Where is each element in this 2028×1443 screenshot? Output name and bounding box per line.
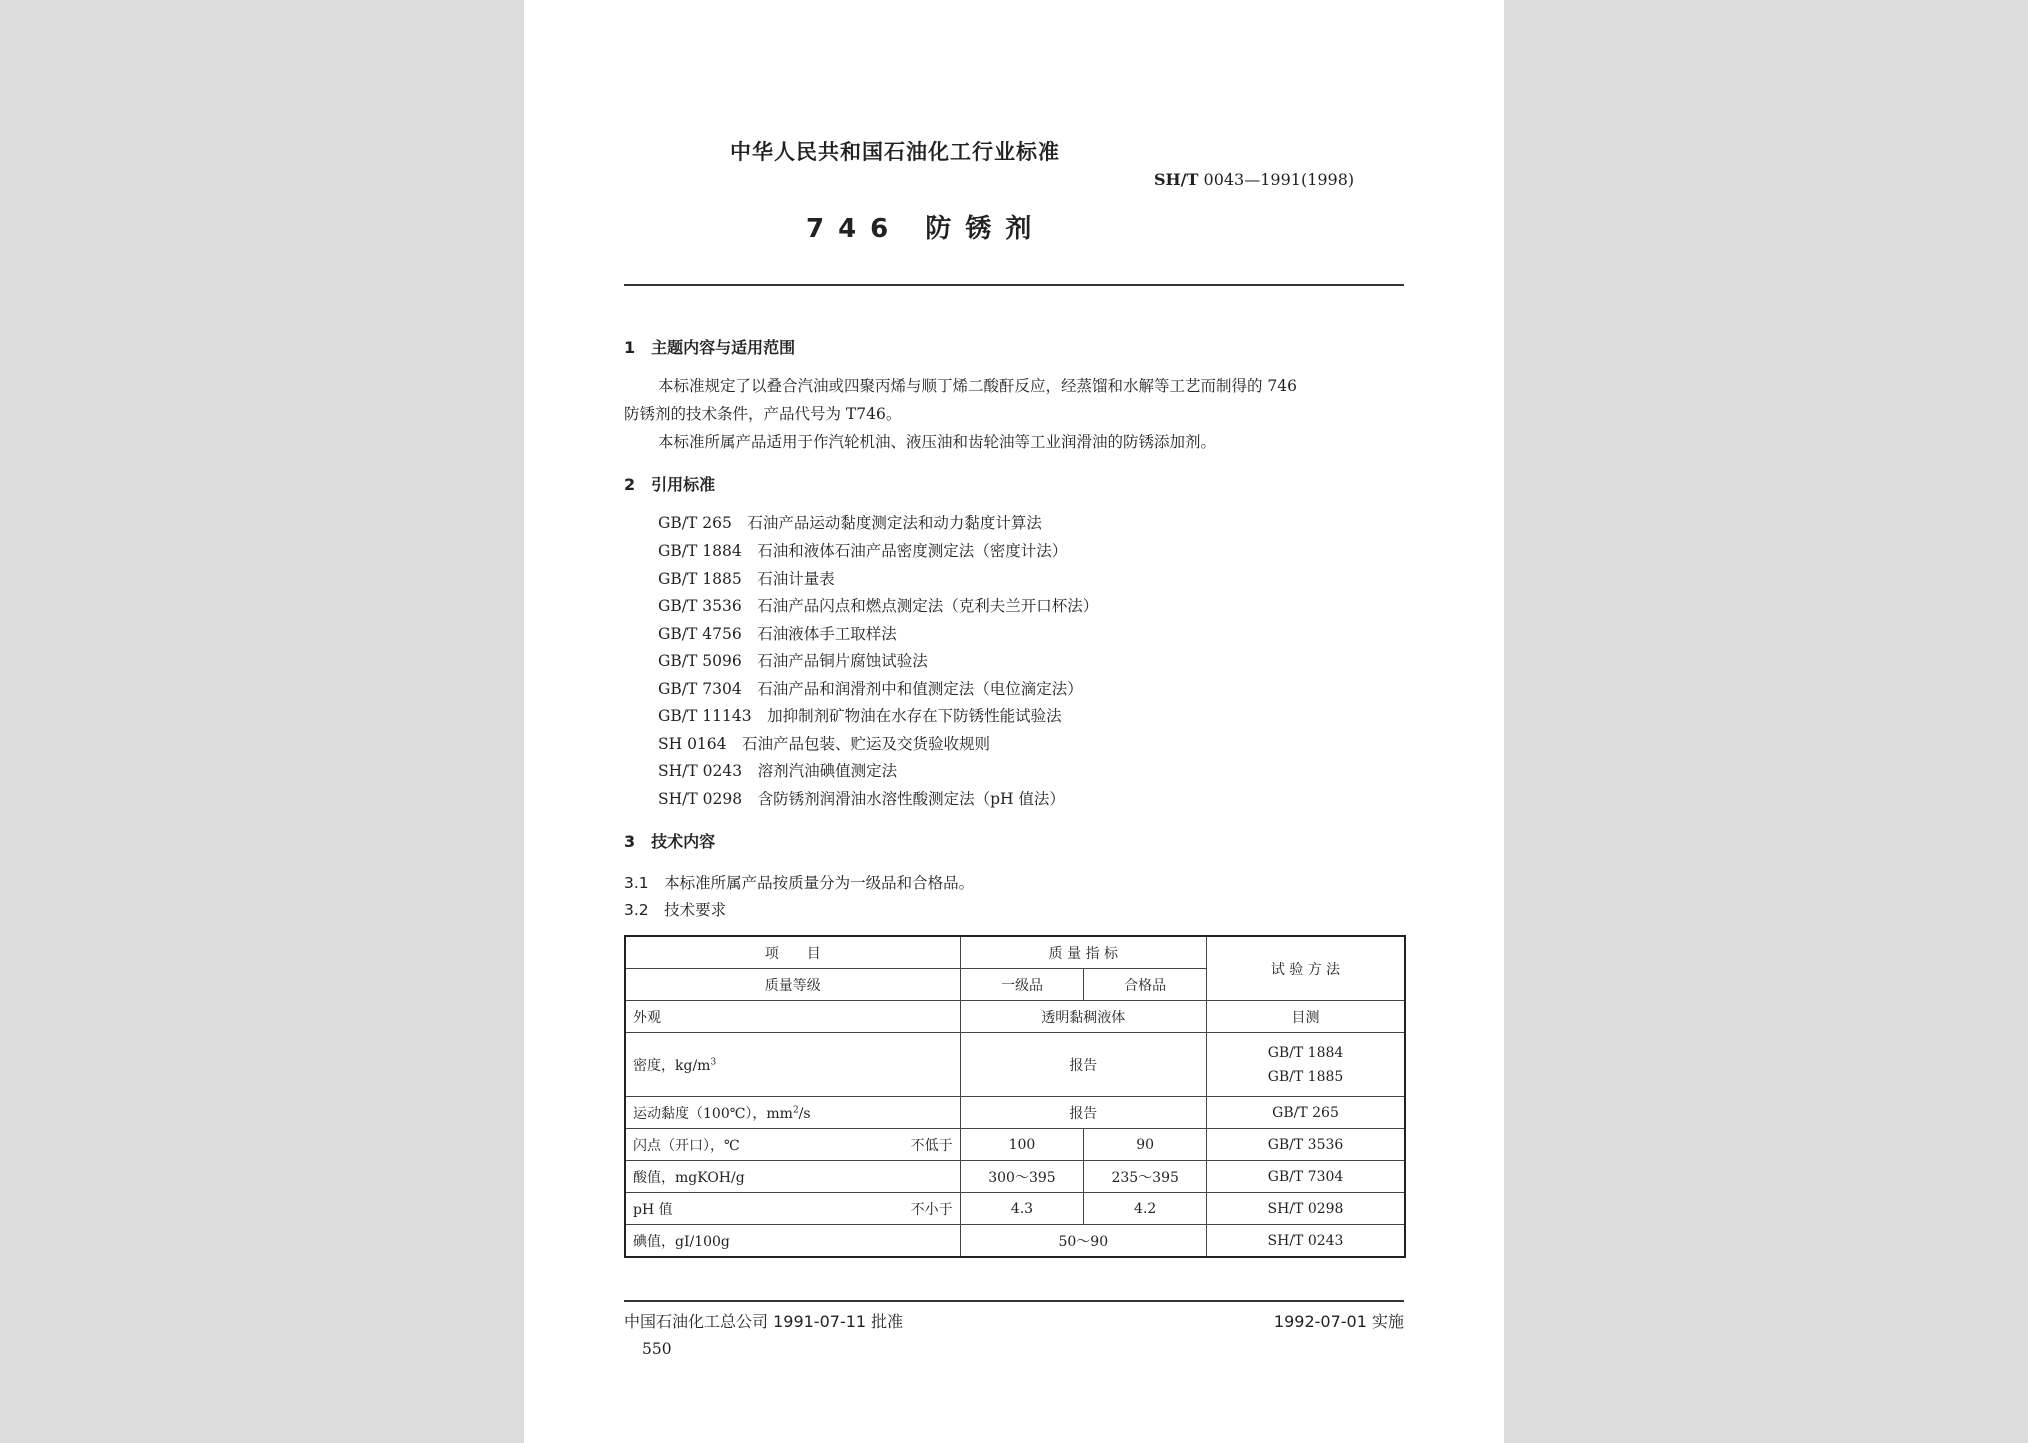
- document-page: [524, 0, 1504, 1443]
- value-acid-first: 300～395: [960, 1161, 1084, 1193]
- viscosity-unit-exponent: 2: [792, 1104, 799, 1115]
- row-label-flash-point: [625, 1129, 960, 1161]
- reference-item: SH 0164 石油产品包装、贮运及交货验收规则: [658, 735, 991, 753]
- footer-divider: [624, 1300, 1404, 1302]
- reference-item: GB/T 4756 石油液体手工取样法: [658, 625, 897, 643]
- section-1-paragraph-1-line-2: 防锈剂的技术条件，产品代号为 T746。: [624, 405, 902, 423]
- method-acid-value: GB/T 7304: [1207, 1161, 1405, 1193]
- ph-qualifier: 不小于: [910, 1201, 953, 1218]
- table-row: [625, 1129, 1405, 1161]
- standard-code: [1154, 170, 1354, 189]
- row-label-ph: [625, 1193, 960, 1225]
- method-flash-point: GB/T 3536: [1207, 1129, 1405, 1161]
- page-number: 550: [642, 1340, 672, 1358]
- table-row: [625, 1161, 1405, 1193]
- approval-info: 中国石油化工总公司 1991-07-11 批准: [624, 1312, 904, 1331]
- document-title: 746 防锈剂: [806, 214, 1046, 244]
- header-test-method: 试 验 方 法: [1207, 936, 1405, 1001]
- reference-item: GB/T 1884 石油和液体石油产品密度测定法（密度计法）: [658, 542, 1068, 560]
- row-label-appearance: 外观: [625, 1001, 960, 1033]
- section-1-paragraph-1-line-1: 本标准规定了以叠合汽油或四聚丙烯与顺丁烯二酸酐反应，经蒸馏和水解等工艺而制得的 746: [658, 377, 1298, 395]
- method-appearance: 目测: [1207, 1001, 1405, 1033]
- implementation-date: 1992-07-01 实施: [1273, 1312, 1404, 1331]
- section-3-heading: 3 技术内容: [624, 832, 716, 851]
- table-row: [625, 1033, 1405, 1097]
- value-iodine: 50～90: [960, 1225, 1206, 1258]
- method-viscosity: GB/T 265: [1207, 1097, 1405, 1129]
- method-density-2: GB/T 1885: [1267, 1068, 1344, 1085]
- reference-item: GB/T 11143 加抑制剂矿物油在水存在下防锈性能试验法: [658, 707, 1062, 725]
- clause-3-2: 3.2 技术要求: [624, 901, 727, 919]
- organization-title: 中华人民共和国石油化工行业标准: [730, 140, 1060, 164]
- value-viscosity: 报告: [960, 1097, 1206, 1129]
- reference-item: GB/T 265 石油产品运动黏度测定法和动力黏度计算法: [658, 514, 1042, 532]
- ph-label: pH 值: [633, 1201, 673, 1218]
- viscosity-unit-tail: /s: [798, 1105, 811, 1122]
- header-qualified-grade: 合格品: [1084, 969, 1207, 1001]
- header-divider: [624, 284, 1404, 286]
- row-label-iodine-value: 碘值，gI/100g: [625, 1225, 960, 1258]
- flash-point-qualifier: 不低于: [910, 1137, 953, 1154]
- clause-3-1: 3.1 本标准所属产品按质量分为一级品和合格品。: [624, 874, 975, 892]
- value-ph-first: 4.3: [960, 1193, 1084, 1225]
- method-density: [1207, 1033, 1405, 1097]
- table-row: [625, 1193, 1405, 1225]
- method-ph: SH/T 0298: [1207, 1193, 1405, 1225]
- reference-item: SH/T 0243 溶剂汽油碘值测定法: [658, 762, 898, 780]
- row-label-viscosity: [625, 1097, 960, 1129]
- table-header-row: [625, 936, 1405, 969]
- table-row: [625, 1097, 1405, 1129]
- reference-item: SH/T 0298 含防锈剂润滑油水溶性酸测定法（pH 值法）: [658, 790, 1065, 808]
- header-first-grade: 一级品: [960, 969, 1084, 1001]
- standard-code-number: 0043—1991(1998): [1198, 170, 1355, 189]
- standard-code-prefix: SH/T: [1154, 170, 1199, 189]
- table-row: [625, 1225, 1405, 1258]
- method-density-1: GB/T 1884: [1267, 1044, 1344, 1061]
- header-item: 项 目: [625, 936, 960, 969]
- reference-item: GB/T 7304 石油产品和润滑剂中和值测定法（电位滴定法）: [658, 680, 1083, 698]
- reference-item: GB/T 1885 石油计量表: [658, 570, 835, 588]
- section-2-heading: 2 引用标准: [624, 475, 716, 494]
- value-acid-qualified: 235～395: [1084, 1161, 1207, 1193]
- value-flash-qualified: 90: [1084, 1129, 1207, 1161]
- value-ph-qualified: 4.2: [1084, 1193, 1207, 1225]
- density-unit-exponent: 3: [710, 1056, 717, 1067]
- viscosity-label-text: 运动黏度（100℃），mm: [633, 1105, 793, 1122]
- row-label-density: [625, 1033, 960, 1097]
- value-density: 报告: [960, 1033, 1206, 1097]
- flash-point-label: 闪点（开口），℃: [633, 1137, 740, 1154]
- section-1-paragraph-2: 本标准所属产品适用于作汽轮机油、液压油和齿轮油等工业润滑油的防锈添加剂。: [658, 433, 1217, 451]
- value-appearance: 透明黏稠液体: [960, 1001, 1206, 1033]
- header-quality-index: 质 量 指 标: [960, 936, 1206, 969]
- header-quality-grade: 质量等级: [625, 969, 960, 1001]
- table-row: [625, 1001, 1405, 1033]
- method-iodine-value: SH/T 0243: [1207, 1225, 1405, 1258]
- row-label-acid-value: 酸值，mgKOH/g: [625, 1161, 960, 1193]
- technical-requirements-table: [624, 935, 1406, 1258]
- reference-item: GB/T 3536 石油产品闪点和燃点测定法（克利夫兰开口杯法）: [658, 597, 1099, 615]
- density-label-text: 密度，kg/m: [633, 1057, 711, 1074]
- reference-item: GB/T 5096 石油产品铜片腐蚀试验法: [658, 652, 928, 670]
- section-1-heading: 1 主题内容与适用范围: [624, 338, 796, 357]
- value-flash-first: 100: [960, 1129, 1084, 1161]
